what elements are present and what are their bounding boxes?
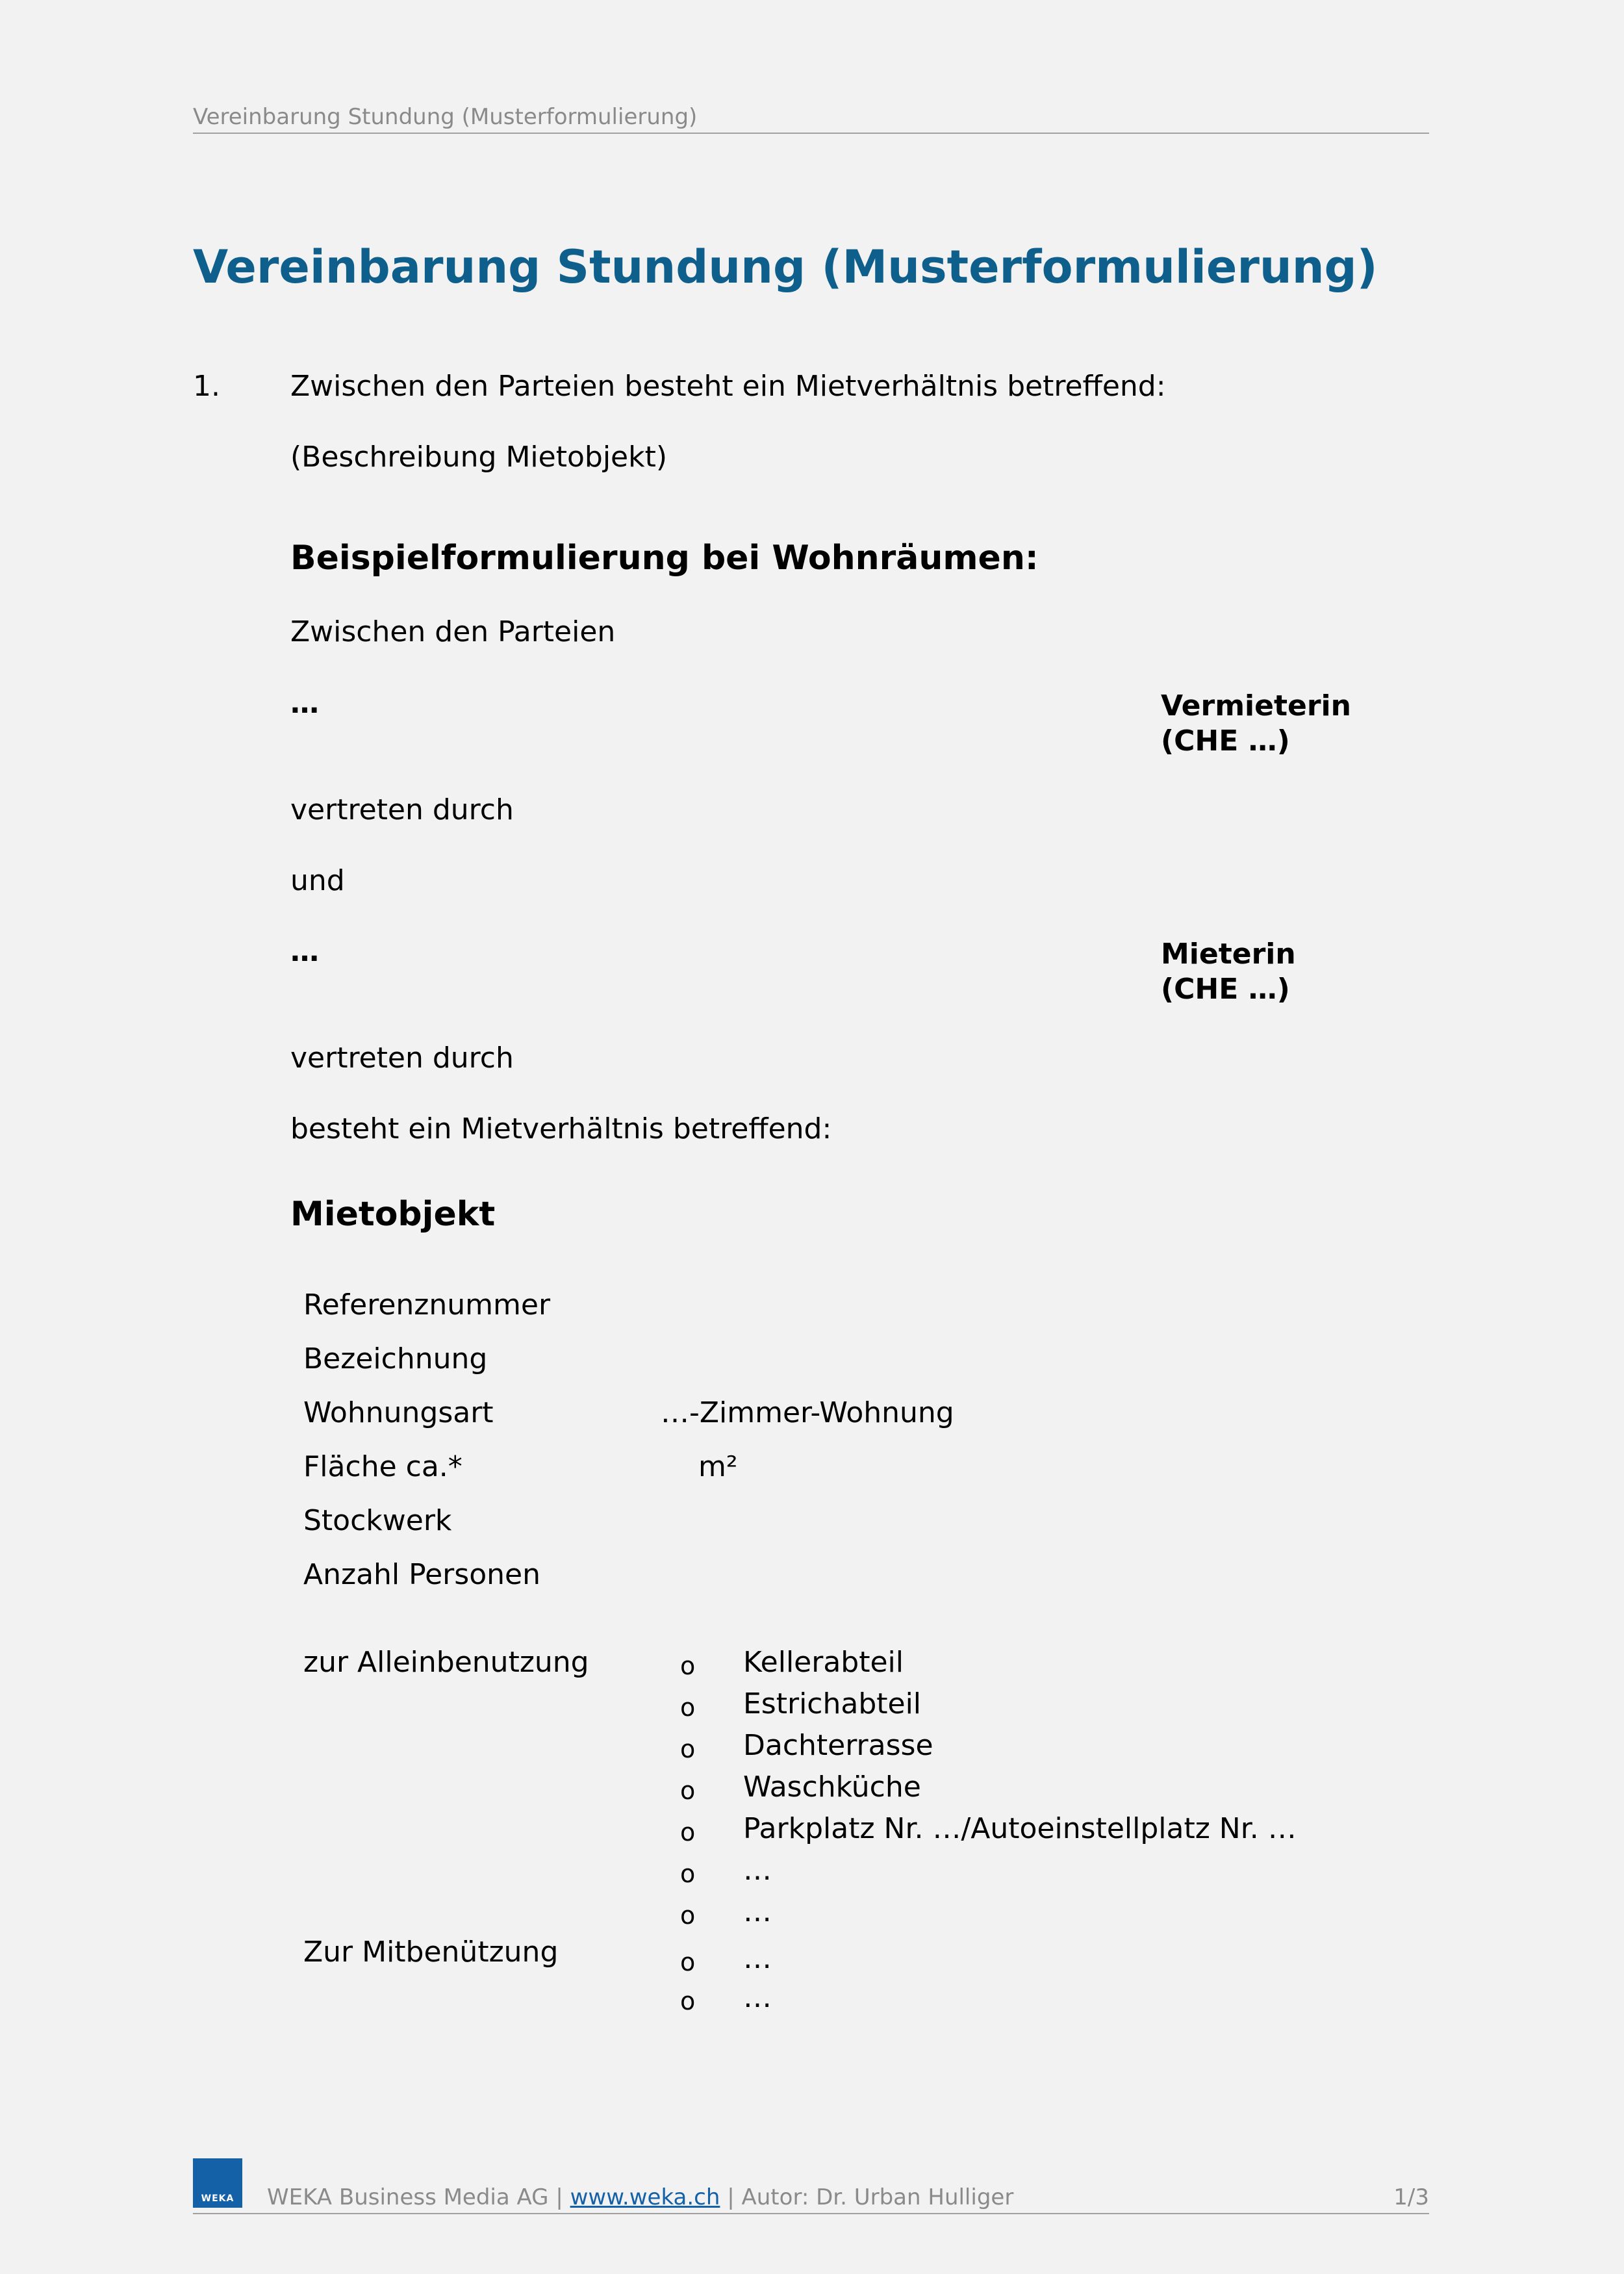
bullet-icon: o: [680, 1735, 696, 1763]
section-intro: Zwischen den Parteien besteht ein Mietverhältnis betreffend:: [290, 370, 1166, 403]
tenant-represented-by: vertreten durch: [290, 1041, 514, 1075]
bullet-icon: o: [680, 1818, 696, 1846]
bullet-icon: o: [680, 1948, 696, 1976]
footer-company: WEKA Business Media AG |: [267, 2184, 563, 2210]
running-header: Vereinbarung Stundung (Musterformulierung): [193, 104, 1429, 134]
footer-text: [267, 2184, 1013, 2210]
exclusive-use-label: zur Alleinbenutzung: [303, 1646, 589, 1679]
bullet-icon: o: [680, 1693, 696, 1722]
row-value-area-unit: m²: [698, 1450, 738, 1483]
shared-use-label: Zur Mitbenützung: [303, 1935, 559, 1969]
bullet-icon: o: [680, 1652, 696, 1680]
example-heading: Beispielformulierung bei Wohnräumen:: [290, 539, 1039, 578]
section-number: 1.: [193, 370, 220, 403]
shared-item: …: [743, 1981, 772, 2014]
tenant-name: …: [290, 935, 319, 968]
row-label-area: Fläche ca.*: [303, 1450, 463, 1483]
exclusive-item: Waschküche: [743, 1770, 921, 1804]
exclusive-item: Parkplatz Nr. …/Autoeinstellplatz Nr. …: [743, 1812, 1297, 1845]
landlord-represented-by: vertreten durch: [290, 793, 514, 826]
landlord-che: (CHE …): [1161, 724, 1290, 758]
footer-author: | Autor: Dr. Urban Hulliger: [727, 2184, 1014, 2210]
landlord-role: Vermieterin: [1161, 689, 1351, 722]
shared-item: …: [743, 1942, 772, 1975]
exclusive-item: Kellerabteil: [743, 1646, 904, 1679]
closing-text: besteht ein Mietverhältnis betreffend:: [290, 1112, 832, 1145]
landlord-name: …: [290, 687, 319, 720]
exclusive-item: …: [743, 1895, 772, 1928]
row-label-reference: Referenznummer: [303, 1288, 551, 1322]
bullet-icon: o: [680, 1859, 696, 1888]
and-text: und: [290, 864, 345, 897]
bullet-icon: o: [680, 1901, 696, 1930]
footer-link[interactable]: www.weka.ch: [570, 2184, 720, 2210]
bullet-icon: o: [680, 1776, 696, 1805]
page-footer: [193, 2184, 1429, 2214]
between-parties: Zwischen den Parteien: [290, 615, 616, 648]
tenant-che: (CHE …): [1161, 973, 1290, 1006]
row-label-floor: Stockwerk: [303, 1504, 452, 1537]
row-value-apartment-type: …-Zimmer-Wohnung: [661, 1396, 954, 1429]
exclusive-item: Estrichabteil: [743, 1687, 922, 1720]
row-label-persons: Anzahl Personen: [303, 1558, 540, 1591]
page-number: 1/3: [1393, 2184, 1429, 2210]
document-title: Vereinbarung Stundung (Musterformulierung): [193, 240, 1378, 294]
exclusive-item: Dachterrasse: [743, 1729, 933, 1762]
mietobjekt-heading: Mietobjekt: [290, 1195, 496, 1234]
exclusive-item: …: [743, 1854, 772, 1887]
object-description: (Beschreibung Mietobjekt): [290, 441, 668, 474]
bullet-icon: o: [680, 1987, 696, 2015]
row-label-designation: Bezeichnung: [303, 1342, 488, 1375]
weka-logo-text: WEKA: [201, 2193, 235, 2204]
row-label-apartment-type: Wohnungsart: [303, 1396, 494, 1429]
tenant-role: Mieterin: [1161, 938, 1296, 971]
